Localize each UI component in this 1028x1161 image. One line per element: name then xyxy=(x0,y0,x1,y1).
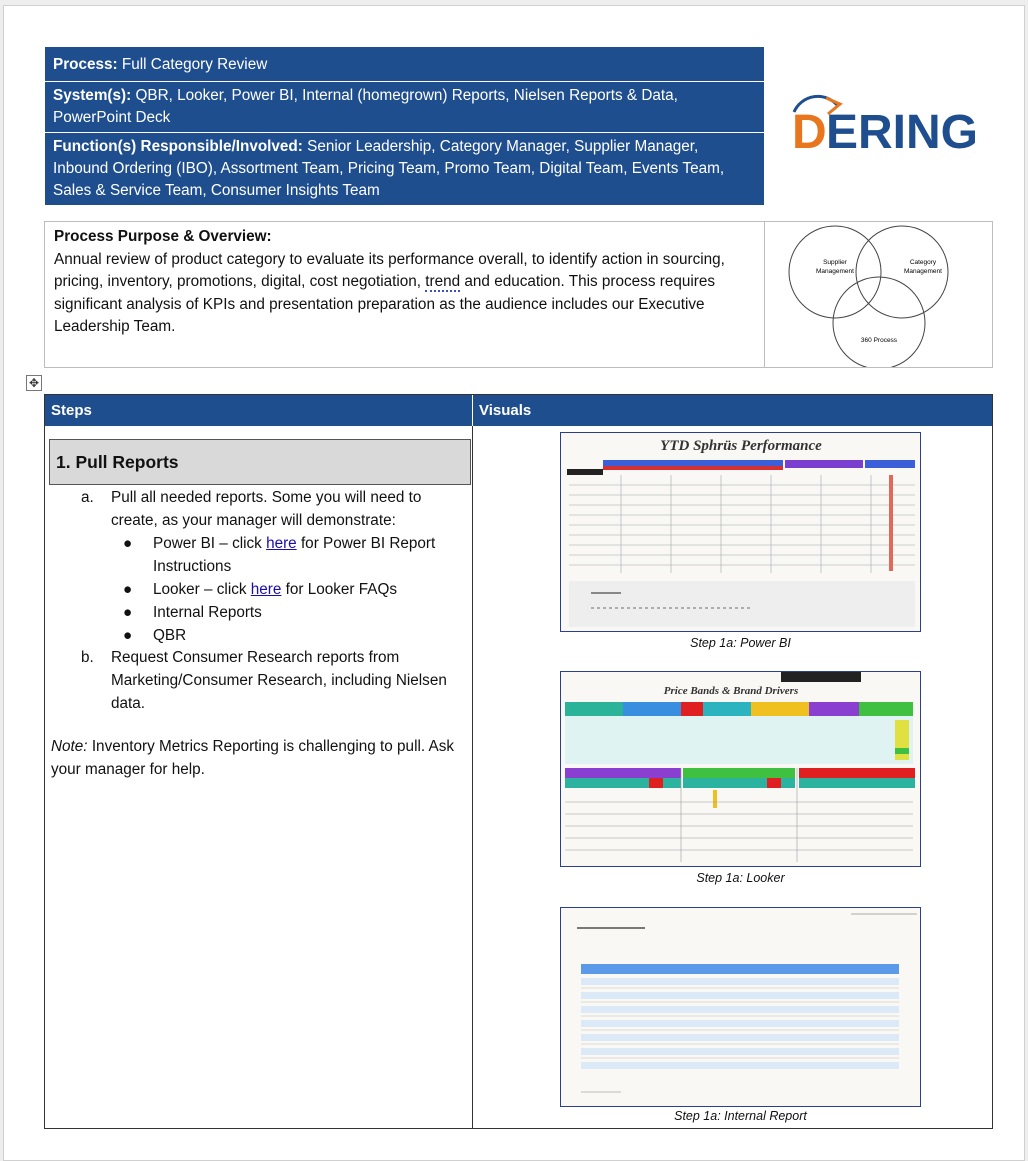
note-label: Note: xyxy=(51,738,88,755)
bullet-looker xyxy=(123,578,463,601)
purpose-heading: Process Purpose & Overview: xyxy=(54,228,272,245)
purpose-box xyxy=(44,221,993,368)
systems-value: QBR, Looker, Power BI, Internal (homegrown) Reports, Nielsen Reports & Data, PowerPoint Deck xyxy=(53,87,678,126)
process-label: Process: xyxy=(53,56,118,73)
functions-value: Senior Leadership, Category Manager, Supplier Manager, Inbound Ordering (IBO), Assortment Team, Pricing Team, Promo Team, Digital Team, Events Team, Sales & Service Team, Consumer Insights Team xyxy=(53,138,725,199)
substep-b-letter: b. xyxy=(81,649,94,666)
bullet-icon: ● xyxy=(123,627,133,644)
bullet-text: for Power BI Report Instructions xyxy=(153,535,436,575)
power-bi-screenshot xyxy=(560,432,921,632)
purpose-flagged-word: trend xyxy=(425,273,461,291)
bullet-text: Internal Reports xyxy=(153,604,262,621)
bullet-power-bi xyxy=(123,532,463,578)
bullet-qbr xyxy=(123,624,463,647)
looker-faqs-link[interactable]: here xyxy=(250,581,282,598)
caption-power-bi: Step 1a: Power BI xyxy=(690,636,791,650)
venn-diagram xyxy=(765,222,992,367)
bullet-text: Power BI – click xyxy=(153,535,262,552)
bullet-text: for Looker FAQs xyxy=(285,581,398,598)
col-steps-header: Steps xyxy=(45,395,473,426)
venn-label-360: 360 Process xyxy=(860,337,898,344)
document-page xyxy=(3,5,1025,1161)
systems-label: System(s): xyxy=(53,87,132,104)
venn-label-category: Category xyxy=(909,259,937,266)
purpose-text-2: and education. This process requires significant analysis of KPIs and presentation preparation as the audience includes our Executive Leadership Team. xyxy=(54,273,715,336)
bullet-icon: ● xyxy=(123,581,133,598)
looker-screenshot xyxy=(560,671,921,867)
purpose-body xyxy=(54,249,755,339)
logo-letter-d: D xyxy=(792,106,827,159)
process-value: Full Category Review xyxy=(121,56,268,73)
table-move-handle-icon[interactable]: ✥ xyxy=(26,375,42,391)
power-bi-title: YTD Sphrüs Performance xyxy=(660,438,822,454)
substep-a xyxy=(81,486,461,532)
substep-b-text: Request Consumer Research reports from Marketing/Consumer Research, including Nielsen data. xyxy=(111,649,447,712)
power-bi-instructions-link[interactable]: here xyxy=(266,535,297,552)
systems-row xyxy=(45,81,764,132)
steps-cell xyxy=(45,426,473,1128)
functions-row xyxy=(45,132,764,205)
bullet-text: Looker – click xyxy=(153,581,247,598)
process-header xyxy=(45,47,764,205)
bullet-icon: ● xyxy=(123,604,133,621)
col-visuals-header: Visuals xyxy=(479,402,532,419)
note xyxy=(51,735,461,781)
visuals-cell xyxy=(473,426,992,1128)
steps-table-header xyxy=(45,395,992,426)
functions-label: Function(s) Responsible/Involved: xyxy=(53,138,303,155)
bullet-internal-reports xyxy=(123,601,463,624)
substep-a-text: Pull all needed reports. Some you will need to create, as your manager will demonstrate: xyxy=(111,489,422,529)
bullet-icon: ● xyxy=(123,535,133,552)
venn-label-category-2: Management xyxy=(904,268,942,275)
purpose-text-1: Annual review of product category to evaluate its performance overall, to identify action in sourcing, pricing, inventory, promotions, digital, cost negotiation, xyxy=(54,250,725,291)
venn-label-supplier: Supplier xyxy=(823,259,847,266)
looker-title: Price Bands & Brand Drivers xyxy=(663,685,799,697)
logo-letters: ERING xyxy=(826,106,979,159)
caption-internal-report: Step 1a: Internal Report xyxy=(674,1109,807,1123)
internal-report-screenshot xyxy=(560,907,921,1107)
purpose-text-cell xyxy=(45,222,765,367)
step-1-title: 1. Pull Reports xyxy=(49,439,471,485)
venn-label-supplier-2: Management xyxy=(816,268,854,275)
note-text: Inventory Metrics Reporting is challenging to pull. Ask your manager for help. xyxy=(51,738,455,778)
substep-a-letter: a. xyxy=(81,489,94,506)
bullet-text: QBR xyxy=(153,627,187,644)
dering-logo xyxy=(786,92,986,162)
substep-b xyxy=(81,646,461,715)
process-row xyxy=(45,47,764,81)
steps-table xyxy=(44,394,993,1129)
steps-table-body xyxy=(45,426,992,1128)
caption-looker: Step 1a: Looker xyxy=(696,871,785,885)
